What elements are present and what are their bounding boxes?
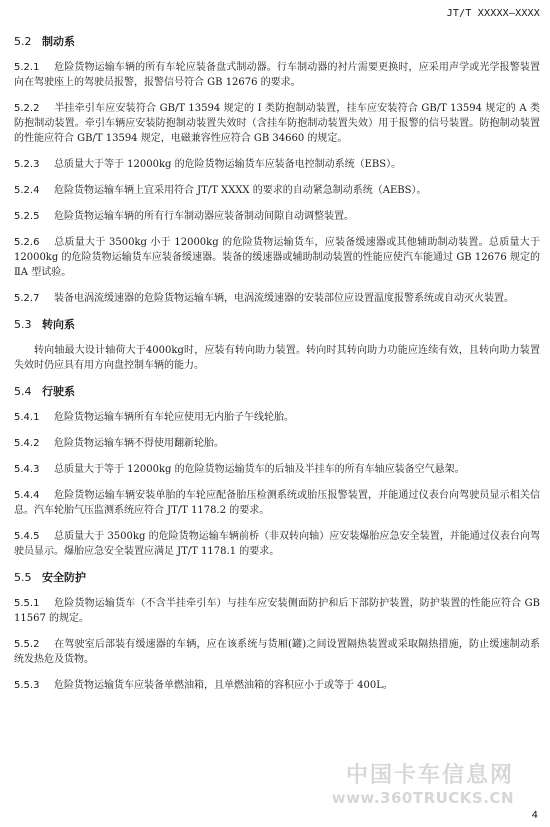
clause-paragraph xyxy=(14,60,540,90)
section-heading xyxy=(14,570,540,585)
clause-number: 5.2.7 xyxy=(14,293,40,304)
clause-text: 危险货物运输车辆所有车轮应使用无内胎子午线轮胎。 xyxy=(54,412,294,423)
clause-number: 5.4.5 xyxy=(14,531,40,542)
section-heading xyxy=(14,34,540,49)
clause-number: 5.4.3 xyxy=(14,464,40,475)
clause-paragraph xyxy=(14,410,540,425)
clause-paragraph xyxy=(14,436,540,451)
clause-number: 5.2.1 xyxy=(14,62,40,73)
clause-paragraph xyxy=(14,462,540,477)
clause-paragraph xyxy=(14,101,540,146)
clause-paragraph xyxy=(14,596,540,626)
clause-number: 5.5.3 xyxy=(14,680,40,691)
clause-text: 总质量大于等于 12000kg 的危险货物运输货车的后轴及半挂车的所有车轴应装备空气悬架。 xyxy=(54,464,465,475)
clause-text: 总质量大于 3500kg 小于 12000kg 的危险货物运输货车，应装备缓速器或其他辅助制动装置。总质量大于 12000kg 的危险货物运输货车应装备缓速器。装备的缓速器或辅助制动装置的性能应使汽车能通过 GB 12676 规定的ⅡA 型试验。 xyxy=(14,237,540,278)
section-title: 安全防护 xyxy=(42,571,86,584)
clause-text: 半挂牵引车应安装符合 GB/T 13594 规定的 I 类防抱制动装置，挂车应安装符合 GB/T 13594 规定的 A 类防抱制动装置。牵引车辆应安装防抱制动装置失效时（含挂车防抱制动装置失效）用于报警的信号装置。防抱制动装置的性能应符合 GB/T 13594 规定，电磁兼容性应符合 GB 34660 的规定。 xyxy=(14,103,540,144)
page-number: 4 xyxy=(531,810,538,821)
clause-number: 5.2.2 xyxy=(14,103,40,114)
clause-paragraph xyxy=(14,343,540,373)
section-number: 5.4 xyxy=(14,385,32,398)
clause-text: 危险货物运输车辆不得使用翻新轮胎。 xyxy=(54,438,224,449)
clause-text: 危险货物运输车辆的所有行车制动器应装备制动间隙自动调整装置。 xyxy=(54,211,354,222)
clause-paragraph xyxy=(14,235,540,280)
clause-paragraph xyxy=(14,157,540,172)
clause-number: 5.4.1 xyxy=(14,412,40,423)
document-code: JT/T XXXXX—XXXX xyxy=(446,8,540,19)
section-heading xyxy=(14,317,540,332)
watermark xyxy=(332,758,514,807)
clause-paragraph xyxy=(14,183,540,198)
clause-number: 5.4.2 xyxy=(14,438,40,449)
clause-text: 危险货物运输车辆的所有车轮应装备盘式制动器。行车制动器的衬片需要更换时，应采用声学或光学报警装置向在驾驶座上的驾驶员报警，报警信号符合 GB 12676 的要求。 xyxy=(14,62,540,88)
clause-text: 总质量大于等于 12000kg 的危险货物运输货车应装备电控制动系统（EBS）。 xyxy=(54,159,402,170)
clause-number: 5.2.4 xyxy=(14,185,40,196)
clause-text: 转向轴最大设计轴荷大于4000kg时，应装有转向助力装置。转向时其转向助力功能应连续有效，且转向助力装置失效时仍应具有用方向盘控制车辆的能力。 xyxy=(14,345,540,371)
clause-paragraph xyxy=(14,488,540,518)
section-title: 制动系 xyxy=(42,35,75,48)
clause-text: 装备电涡流缓速器的危险货物运输车辆，电涡流缓速器的安装部位应设置温度报警系统或自动灭火装置。 xyxy=(54,293,514,304)
clause-number: 5.5.2 xyxy=(14,639,40,650)
watermark-url: www.360TRUCKS.CN xyxy=(331,789,514,807)
section-number: 5.3 xyxy=(14,318,32,331)
section-heading xyxy=(14,384,540,399)
section-number: 5.5 xyxy=(14,571,32,584)
clause-paragraph xyxy=(14,678,540,693)
clause-number: 5.4.4 xyxy=(14,490,40,501)
clause-text: 危险货物运输货车（不含半挂牵引车）与挂车应安装侧面防护和后下部防护装置，防护装置的性能应符合 GB 11567 的规定。 xyxy=(14,598,540,624)
clause-number: 5.2.3 xyxy=(14,159,40,170)
clause-text: 危险货物运输车辆安装单胎的车轮应配备胎压检测系统或胎压报警装置，并能通过仪表台向驾驶员显示相关信息。汽车轮胎气压监测系统应符合 JT/T 1178.2 的要求。 xyxy=(14,490,540,516)
clause-paragraph xyxy=(14,291,540,306)
clause-number: 5.5.1 xyxy=(14,598,40,609)
clause-text: 危险货物运输货车应装备单燃油箱，且单燃油箱的容积应小于或等于 400L。 xyxy=(54,680,393,691)
clause-text: 危险货物运输车辆上宜采用符合 JT/T XXXX 的要求的自动紧急制动系统（AEBS）。 xyxy=(54,185,427,196)
clause-paragraph xyxy=(14,209,540,224)
clause-text: 在驾驶室后部装有缓速器的车辆，应在该系统与货厢(罐)之间设置隔热装置或采取隔热措施，防止缓速制动系统发热危及货物。 xyxy=(14,639,540,665)
clause-text: 总质量大于 3500kg 的危险货物运输车辆前桥（非双转向轴）应安装爆胎应急安全装置，并能通过仪表台向驾驶员显示。爆胎应急安全装置应满足 JT/T 1178.1 的要求。 xyxy=(14,531,540,557)
clause-paragraph xyxy=(14,637,540,667)
clause-number: 5.2.5 xyxy=(14,211,40,222)
section-number: 5.2 xyxy=(14,35,32,48)
document-body xyxy=(14,34,540,704)
section-title: 行驶系 xyxy=(42,385,75,398)
clause-number: 5.2.6 xyxy=(14,237,40,248)
section-title: 转向系 xyxy=(42,318,75,331)
watermark-text: 中国卡车信息网 xyxy=(345,763,514,788)
clause-paragraph xyxy=(14,529,540,559)
